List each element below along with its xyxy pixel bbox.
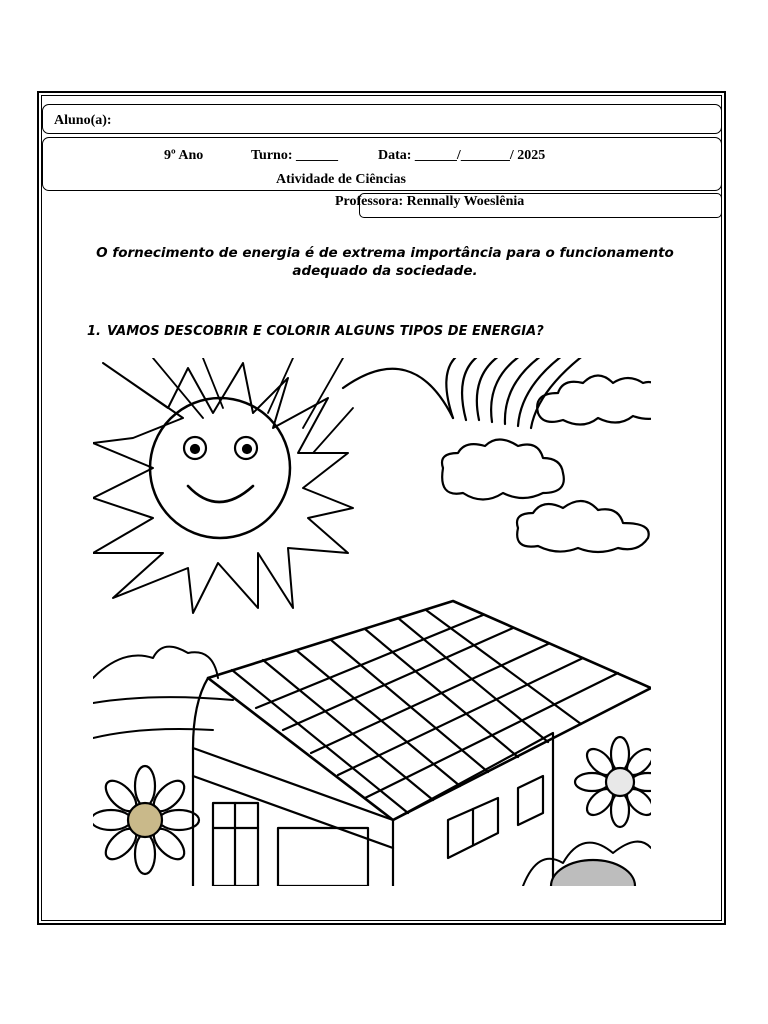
question-number: 1. xyxy=(87,324,101,339)
coloring-illustration xyxy=(93,358,651,886)
sun-icon xyxy=(93,358,353,613)
intro-text: O fornecimento de energia é de extrema importância para o funcionamento adequado da sociedade. xyxy=(96,245,674,279)
hills-icon xyxy=(93,647,233,738)
grade-label: 9º Ano xyxy=(164,148,204,163)
coloring-drawing xyxy=(93,358,651,886)
date-field: Data: ______/_______/ 2025 xyxy=(378,148,546,163)
teacher-name: Professora: Rennally Woeslênia xyxy=(335,194,525,209)
question-1 xyxy=(87,324,544,339)
activity-title: Atividade de Ciências xyxy=(276,172,406,187)
shift-field: Turno: ______ xyxy=(251,148,339,163)
student-name-box xyxy=(42,104,722,134)
question-text: VAMOS DESCOBRIR E COLORIR ALGUNS TIPOS DE ENERGIA? xyxy=(106,324,544,339)
student-name-label: Aluno(a): xyxy=(54,113,112,128)
cloud-icon xyxy=(442,376,651,553)
